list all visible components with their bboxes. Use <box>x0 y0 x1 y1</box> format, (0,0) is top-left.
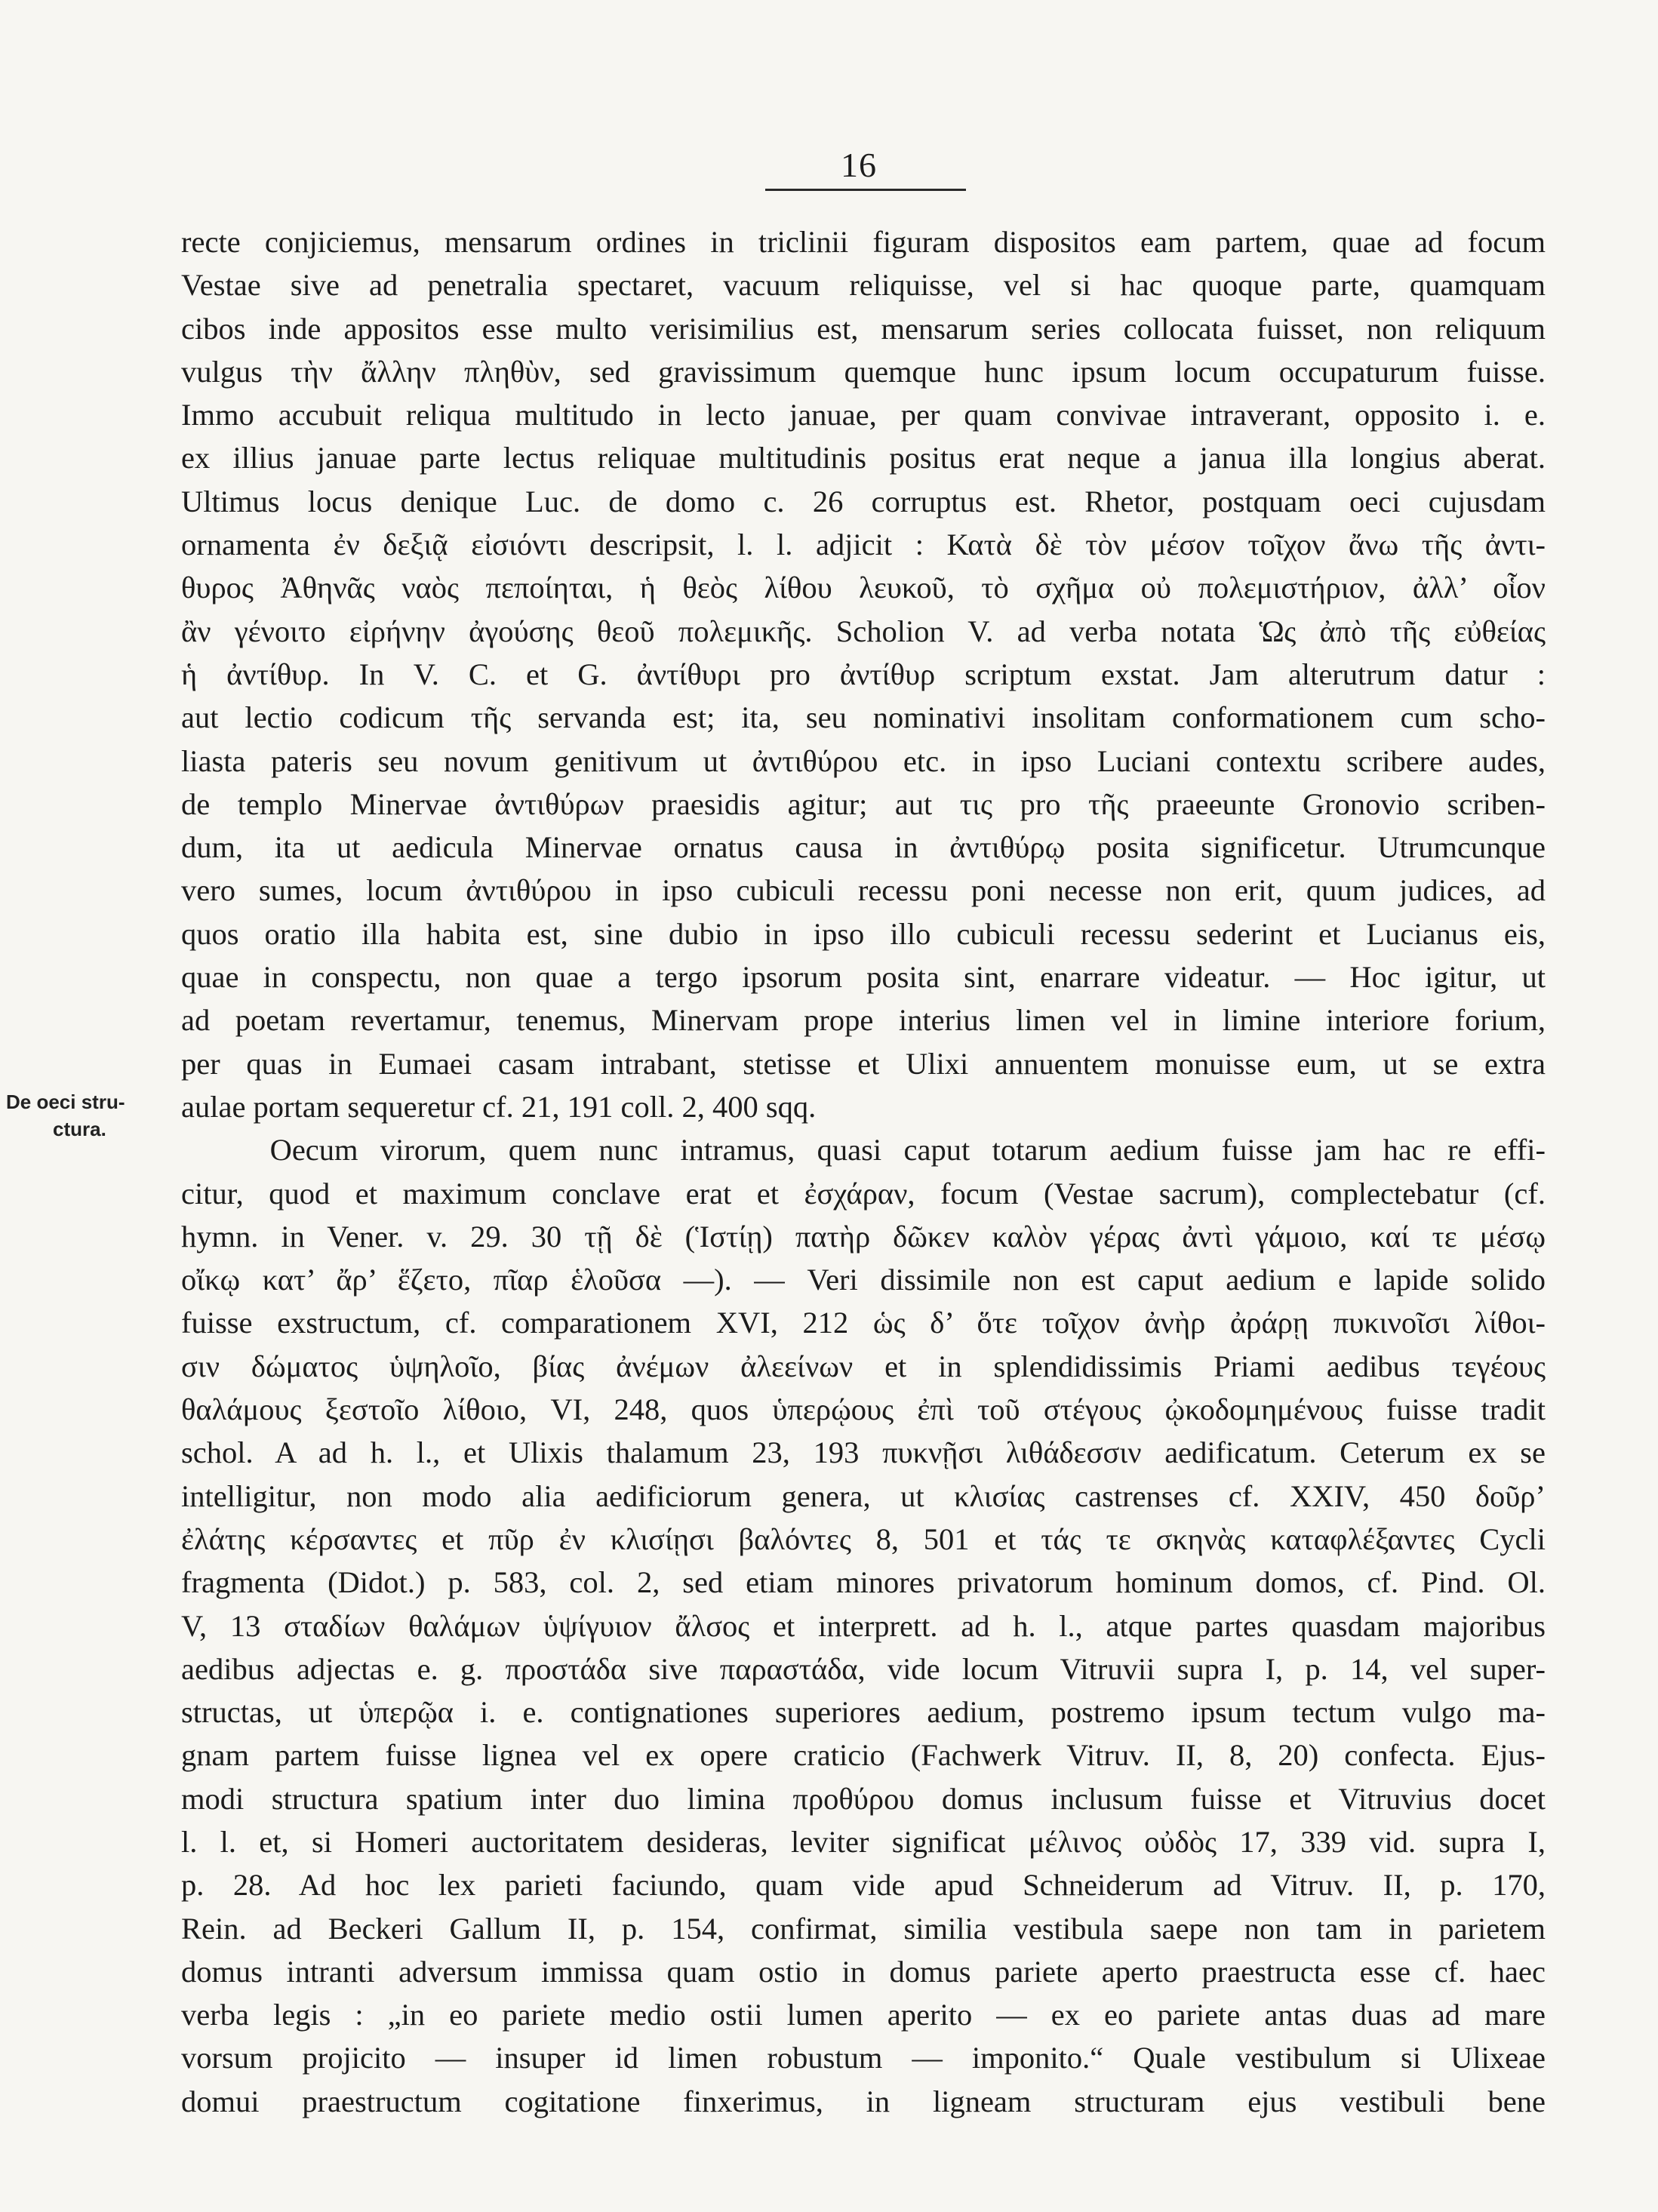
text-line: οἴκῳ κατ’ ἄρ’ ἕζετο, πῖαρ ἑλοῦσα —). — Veri dissimile non est caput aedium e lapide solido <box>181 1263 1546 1297</box>
text-line: hymn. in Vener. v. 29. 30 τῇ δὲ (Ἱστίῃ) πατὴρ δῶκεν καλὸν γέρας ἀντὶ γάμοιο, καί τε μέσῳ <box>181 1219 1546 1254</box>
text-line: de templo Minervae ἀντιθύρων praesidis agitur; aut τις pro τῆς praeeunte Gronovio scriben- <box>181 786 1546 821</box>
text-line: fragmenta (Didot.) p. 583, col. 2, sed etiam minores privatorum hominum domos, cf. Pind. Ol. <box>181 1565 1546 1600</box>
text-line: dum, ita ut aedicula Minervae ornatus causa in ἀντιθύρῳ posita significetur. Utrumcunque <box>181 830 1546 865</box>
text-line: Vestae sive ad penetralia spectaret, vacuum reliquisse, vel si hac quoque parte, quamquam <box>181 268 1546 303</box>
text-line: gnam partem fuisse lignea vel ex opere craticio (Fachwerk Vitruv. II, 8, 20) confecta. Ejus- <box>181 1738 1546 1773</box>
text-line: quos oratio illa habita est, sine dubio in ipso illo cubiculi recessu sederint et Lucianus eis, <box>181 916 1546 951</box>
margin-note-line: ctura. <box>53 1118 106 1140</box>
text-line: cibos inde appositos esse multo verisimilius est, mensarum series collocata fuisset, non reliquum <box>181 311 1546 346</box>
text-line: vulgus τὴν ἄλλην πληθὺν, sed gravissimum quemque hunc ipsum locum occupaturum fuisse. <box>181 354 1546 389</box>
text-line: ex illius januae parte lectus reliquae multitudinis positus erat neque a janua illa longius aberat. <box>181 441 1546 475</box>
text-line: ἂν γένοιτο εἰρήνην ἀγούσης θεοῦ πολεμικῆς. Scholion V. ad verba notata Ὡς ἀπὸ τῆς εὐθείας <box>181 614 1546 648</box>
text-line: aedibus adjectas e. g. προστάδα sive παραστάδα, vide locum Vitruvii supra I, p. 14, vel super- <box>181 1651 1546 1686</box>
header-rule <box>765 189 966 191</box>
text-line: citur, quod et maximum conclave erat et ἐσχάραν, focum (Vestae sacrum), complectebatur (cf. <box>181 1176 1546 1211</box>
body-text <box>181 220 1546 2166</box>
text-line <box>181 2123 1546 2166</box>
text-line: domus intranti adversum immissa quam ostio in domus pariete aperto praestructa esse cf. haec <box>181 1954 1546 1989</box>
text-line: θυρος Ἀθηνᾶς ναὸς πεποίηται, ἡ θεὸς λίθου λευκοῦ, τὸ σχῆμα οὐ πολεμιστήριον, ἀλλ’ οἷον <box>181 571 1546 605</box>
text-line: ornamenta ἐν δεξιᾷ εἰσιόντι descripsit, l. l. adjicit : Κατὰ δὲ τὸν μέσον τοῖχον ἄνω τῆς ἀντι- <box>181 528 1546 562</box>
text-line: modi structura spatium inter duo limina προθύρου domus inclusum fuisse et Vitruvius docet <box>181 1781 1546 1816</box>
text-line: quae in conspectu, non quae a tergo ipsorum posita sint, enarrare videatur. — Hoc igitur, ut <box>181 960 1546 995</box>
text-line: σιν δώματος ὑψηλοῖο, βίας ἀνέμων ἀλεείνων et in splendidissimis Priami aedibus τεγέους <box>181 1349 1546 1383</box>
text-line: per quas in Eumaei casam intrabant, stetisse et Ulixi annuentem monuisse eum, ut se extra <box>181 1046 1546 1081</box>
text-line: structas, ut ὑπερῷα i. e. contignationes superiores aedium, postremo ipsum tectum vulgo ma- <box>181 1695 1546 1730</box>
text-line: p. 28. Ad hoc lex parieti faciundo, quam vide apud Schneiderum ad Vitruv. II, p. 170, <box>181 1868 1546 1903</box>
text-line: V, 13 σταδίων θαλάμων ὑψίγυιον ἄλσος et interprett. ad h. l., atque partes quasdam majoribus <box>181 1608 1546 1643</box>
text-line: Immo accubuit reliqua multitudo in lecto januae, per quam convivae intraverant, opposito i. e. <box>181 398 1546 432</box>
text-line: aulae portam sequeretur cf. 21, 191 coll. 2, 400 sqq. <box>181 1089 817 1124</box>
text-line: liasta pateris seu novum genitivum ut ἀντιθύρου etc. in ipso Luciani contextu scribere audes, <box>181 743 1546 778</box>
margin-note-line: De oeci stru- <box>6 1091 125 1113</box>
text-line: schol. A ad h. l., et Ulixis thalamum 23, 193 πυκνῇσι λιθάδεσσιν aedificatum. Ceterum ex se <box>181 1435 1546 1470</box>
text-line: θαλάμους ξεστοῖο λίθοιο, VI, 248, quos ὑπερῴους ἐπὶ τοῦ στέγους ᾠκοδομημένους fuisse tradit <box>181 1392 1546 1427</box>
text-line: recte conjiciemus, mensarum ordines in triclinii figuram dispositos eam partem, quae ad focum <box>181 225 1546 259</box>
text-line: verba legis : „in eo pariete medio ostii lumen aperito — ex eo pariete antas duas ad mare <box>181 1998 1546 2032</box>
text-line: Rein. ad Beckeri Gallum II, p. 154, confirmat, similia vestibula saepe non tam in parietem <box>181 1911 1546 1946</box>
text-line: Ultimus locus denique Luc. de domo c. 26 corruptus est. Rhetor, postquam oeci cujusdam <box>181 484 1546 518</box>
page-number: 16 <box>841 146 877 184</box>
text-line: domui praestructum cogitatione finxerimus, in ligneam structuram ejus vestibuli bene <box>181 2084 1546 2118</box>
text-line: ad poetam revertamur, tenemus, Minervam prope interius limen vel in limine interiore forium, <box>181 1003 1546 1038</box>
text-line: fuisse exstructum, cf. comparationem XVI, 212 ὡς δ’ ὅτε τοῖχον ἀνὴρ ἀράρῃ πυκινοῖσι λίθοι- <box>181 1306 1546 1340</box>
text-line: ἐλάτης κέρσαντες et πῦρ ἐν κλισίῃσι βαλόντες 8, 501 et τάς τε σκηνὰς καταφλέξαντες Cycli <box>181 1521 1546 1556</box>
text-line: ἡ ἀντίθυρ. In V. C. et G. ἀντίθυρι pro ἀντίθυρ scriptum exstat. Jam alterutrum datur : <box>181 657 1546 691</box>
text-line: l. l. et, si Homeri auctoritatem desideras, leviter significat μέλινος οὐδὸς 17, 339 vid. supra I, <box>181 1824 1546 1859</box>
text-line: intelligitur, non modo alia aedificiorum genera, ut κλισίας castrenses cf. XXIV, 450 δοῦρ’ <box>181 1478 1546 1513</box>
text-line: vero sumes, locum ἀντιθύρου in ipso cubiculi recessu poni necesse non erit, quum judices, ad <box>181 873 1546 908</box>
text-line: Oecum virorum, quem nunc intramus, quasi caput totarum aedium fuisse jam hac re effi- <box>181 1133 1546 1168</box>
text-line: aut lectio codicum τῆς servanda est; ita, seu nominativi insolitam conformationem cum scho- <box>181 700 1546 735</box>
text-line: vorsum projicito — insuper id limen robustum — imponito.“ Quale vestibulum si Ulixeae <box>181 2041 1546 2075</box>
margin-note <box>6 1088 172 1143</box>
